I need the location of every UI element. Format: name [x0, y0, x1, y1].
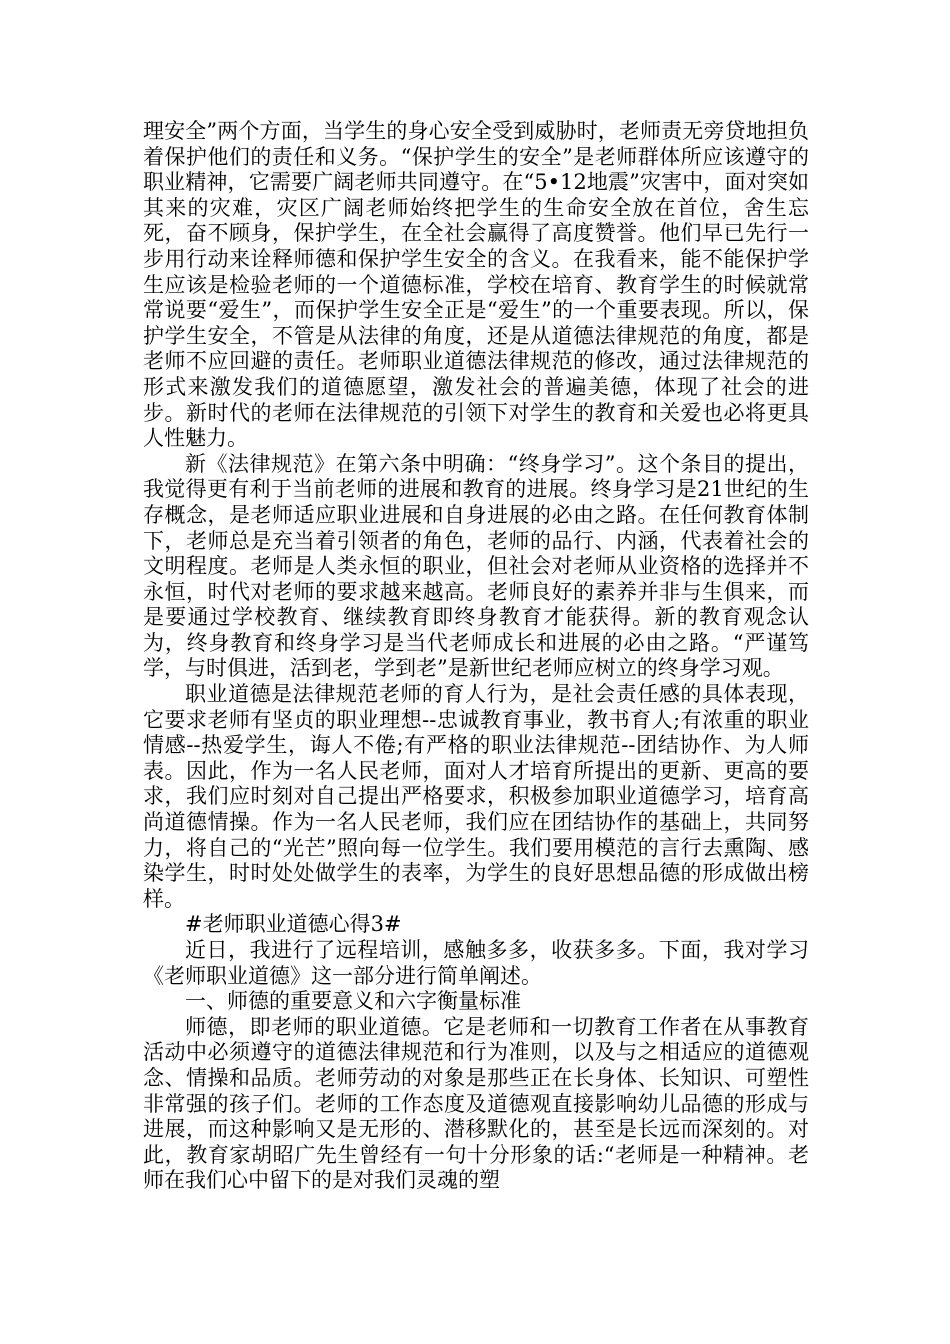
section-heading: #老师职业道德心得3# [185, 912, 402, 937]
subheading: 一、师德的重要意义和六字衡量标准 [185, 989, 521, 1014]
body-paragraph-5: 师德，即老师的职业道德。它是老师和一切教育工作者在从事教育活动中必须遵守的道德法律规范和行为准则，以及与之相适应的道德观念、情操和品质。老师劳动的对象是那些正在长身体、长知识、可塑性非常强的孩子们。老师的工作态度及道德观直接影响幼儿品德的形成与进展，而这种影响又是无形的、潜移默化的，甚至是长远而深刻的。对此，教育家胡昭广先生曾经有一句十分形象的话:“老师是一种精神。老师在我们心中留下的是对我们灵魂的塑 [143, 1014, 809, 1193]
document-page [143, 119, 809, 1194]
body-paragraph-3: 职业道德是法律规范老师的育人行为，是社会责任感的具体表现，它要求老师有坚贞的职业理想--忠诚教育事业，教书育人;有浓重的职业情感--热爱学生，诲人不倦;有严格的职业法律规范--团结协作、为人师表。因此，作为一名人民老师，面对人才培育所提出的更新、更高的要求，我们应时刻对自己提出严格要求，积极参加职业道德学习，培育高尚道德情操。作为一名人民老师，我们应在团结协作的基础上，共同努力，将自己的“光芒”照向每一位学生。我们要用模范的言行去熏陶、感染学生，时时处处做学生的表率，为学生的良好思想品德的形成做出榜样。 [143, 682, 809, 911]
body-paragraph-4: 近日，我进行了远程培训，感触多多，收获多多。下面，我对学习《老师职业道德》这一部分进行简单阐述。 [143, 938, 809, 988]
body-paragraph-2: 新《法律规范》在第六条中明确：“终身学习”。这个条目的提出，我觉得更有利于当前老师的进展和教育的进展。终身学习是21世纪的生存概念，是老师适应职业进展和自身进展的必由之路。在任何教育体制下，老师总是充当着引领者的角色，老师的品行、内涵，代表着社会的文明程度。老师是人类永恒的职业，但社会对老师从业资格的选择并不永恒，时代对老师的要求越来越高。老师良好的素养并非与生俱来，而是要通过学校教育、继续教育即终身教育才能获得。新的教育观念认为，终身教育和终身学习是当代老师成长和进展的必由之路。“严谨笃学，与时俱进，活到老，学到老”是新世纪老师应树立的终身学习观。 [143, 451, 809, 681]
body-paragraph-1: 理安全”两个方面，当学生的身心安全受到威胁时，老师责无旁贷地担负着保护他们的责任和义务。“保护学生的安全”是老师群体所应该遵守的职业精神，它需要广阔老师共同遵守。在“5•12地震”灾害中，面对突如其来的灾难，灾区广阔老师始终把学生的生命安全放在首位，舍生忘死，奋不顾身，保护学生，在全社会赢得了高度赞誉。他们早已先行一步用行动来诠释师德和保护学生安全的含义。在我看来，能不能保护学生应该是检验老师的一个道德标准，学校在培育、教育学生的时候就常常说要“爱生”，而保护学生安全正是“爱生”的一个重要表现。所以，保护学生安全，不管是从法律的角度，还是从道德法律规范的角度，都是老师不应回避的责任。老师职业道德法律规范的修改，通过法律规范的形式来激发我们的道德愿望，激发社会的普遍美德，体现了社会的进步。新时代的老师在法律规范的引领下对学生的教育和关爱也必将更具人性魅力。 [143, 119, 809, 451]
